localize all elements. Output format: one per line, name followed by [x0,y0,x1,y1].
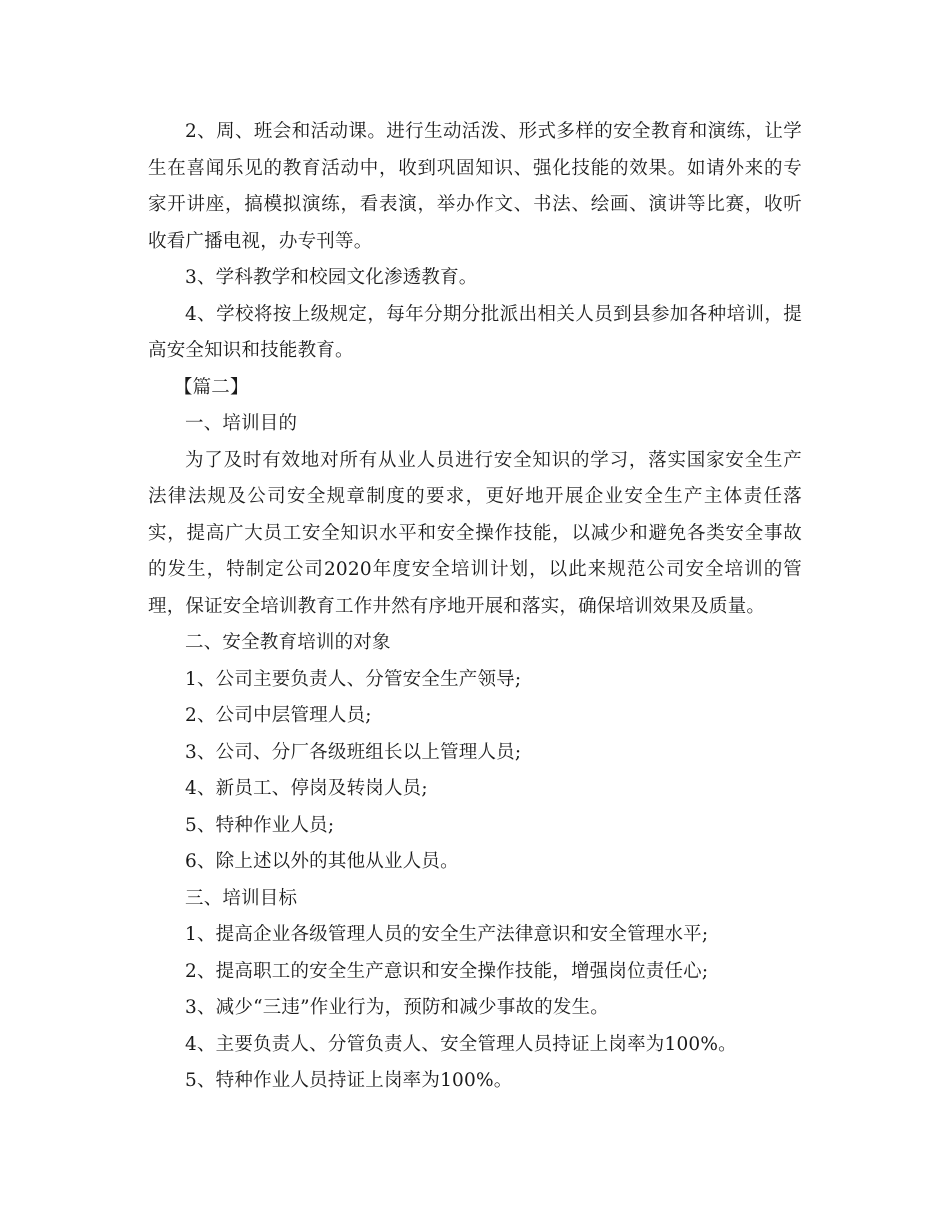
list-item-target-5: 5、特种作业人员; [185,814,335,836]
list-item-target-2: 2、公司中层管理人员; [185,705,372,726]
list-item-goal-1: 1、提高企业各级管理人员的安全生产法律意识和安全管理水平; [185,924,709,945]
paragraph-school-training: 4、学校将按上级规定，每年分期分批派出相关人员到县参加各种培训，提高安全知识和技能教育。 [148,303,802,361]
heading-training-goals: 三、培训目标 [185,887,298,909]
heading-training-purpose: 一、培训目的 [185,413,298,434]
list-item-target-3: 3、公司、分厂各级班组长以上管理人员; [185,741,522,763]
list-item-goal-2: 2、提高职工的安全生产意识和安全操作技能，增强岗位责任心; [185,960,709,982]
list-item-target-1: 1、公司主要负责人、分管安全生产领导; [185,668,522,690]
paragraph-training-purpose: 为了及时有效地对所有从业人员进行安全知识的学习，落实国家安全生产法律法规及公司安全规章制度的要求，更好地开展企业安全生产主体责任落实，提高广大员工安全知识水平和安全操作技能，以减少和避免各类安全事故的发生，特制定公司2020年度安全培训计划，以此来规范公司安全培训的管理，保证安全培训教育工作井然有序地开展和落实，确保培训效果及质量。 [148,449,802,617]
list-item-target-6: 6、除上述以外的其他从业人员。 [185,851,459,872]
list-item-target-4: 4、新员工、停岗及转岗人员; [185,778,428,799]
list-item-goal-5: 5、特种作业人员持证上岗率为100%。 [185,1070,513,1091]
heading-training-targets: 二、安全教育培训的对象 [185,632,391,653]
paragraph-class-activities: 2、周、班会和活动课。进行生动活泼、形式多样的安全教育和演练，让学生在喜闻乐见的教育活动中，收到巩固知识、强化技能的效果。如请外来的专家开讲座，搞模拟演练，看表演，举办作文、书法、绘画、演讲等比赛，收听收看广播电视，办专刊等。 [148,121,802,252]
list-item-goal-4: 4、主要负责人、分管负责人、安全管理人员持证上岗率为100%。 [185,1033,737,1055]
paragraph-subject-teaching: 3、学科教学和校园文化渗透教育。 [185,267,478,288]
list-item-goal-3: 3、减少“三违”作业行为，预防和减少事故的发生。 [185,997,609,1018]
section-heading-part-two: 【篇二】 [173,376,249,398]
